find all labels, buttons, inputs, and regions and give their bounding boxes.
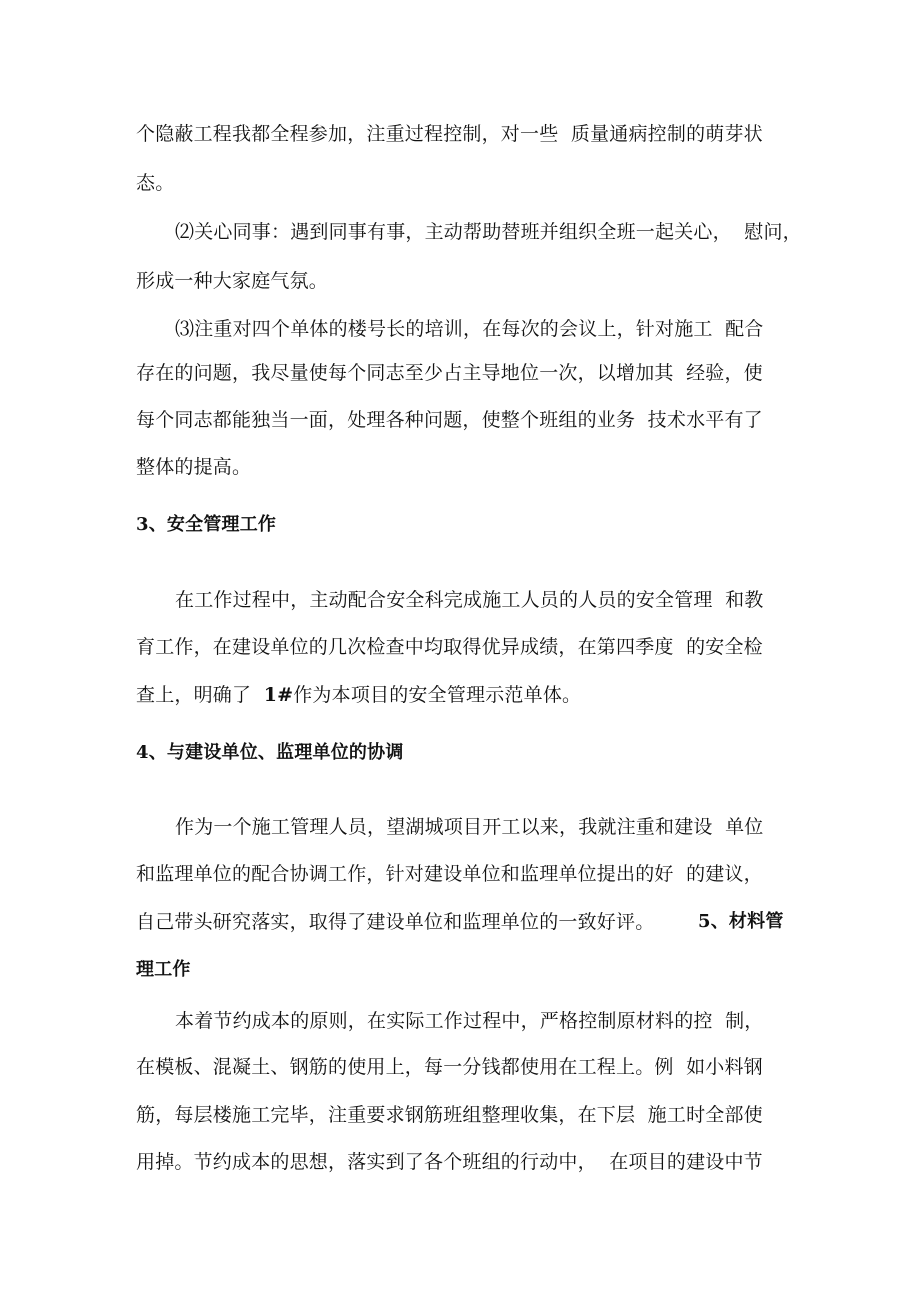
paragraph-line: 和监理单位的配合协调工作，针对建设单位和监理单位提出的好 的建议，: [136, 863, 763, 885]
paragraph-line: 整体的提高。: [136, 456, 252, 478]
paragraph-line: 形成一种大家庭气氛。: [136, 270, 329, 292]
paragraph-line: 作为一个施工管理人员，望湖城项目开工以来，我就注重和建设 单位: [175, 816, 764, 838]
paragraph-line: 在工作过程中，主动配合安全科完成施工人员的人员的安全管理 和教: [175, 589, 764, 611]
paragraph-line: 用掉。节约成本的思想，落实到了各个班组的行动中， 在项目的建设中节: [136, 1151, 763, 1173]
text-span: 作为本项目的安全管理示范单体。: [293, 684, 582, 706]
unit-number: 1#: [263, 684, 294, 706]
paragraph-line: 筋，每层楼施工完毕，注重要求钢筋班组整理收集，在下层 施工时全部使: [136, 1104, 763, 1126]
section-heading: 理工作: [136, 959, 191, 980]
paragraph-line: 本着节约成本的原则，在实际工作过程中，严格控制原材料的控 制，: [175, 1010, 764, 1032]
paragraph-line: 每个同志都能独当一面，处理各种问题，使整个班组的业务 技术水平有了: [136, 409, 763, 431]
paragraph-line: 在模板、混凝土、钢筋的使用上，每一分钱都使用在工程上。例 如小料钢: [136, 1056, 763, 1078]
paragraph-line: 存在的问题，我尽量使每个同志至少占主导地位一次，以增加其 经验，使: [136, 362, 763, 384]
paragraph-line: 自己带头研究落实，取得了建设单位和监理单位的一致好评。: [136, 911, 655, 933]
paragraph-line: 育工作，在建设单位的几次检查中均取得优异成绩，在第四季度 的安全检: [136, 636, 763, 658]
paragraph-line: ⑶注重对四个单体的楼号长的培训，在每次的会议上，针对施工 配合: [175, 318, 764, 340]
paragraph-line: ⑵关心同事：遇到同事有事，主动帮助替班并组织全班一起关心， 慰问，: [175, 221, 802, 243]
text-span: 查上，明确了: [136, 684, 264, 706]
paragraph-line: [136, 683, 920, 707]
section-heading: 5、材料管: [698, 911, 784, 932]
paragraph-line: 个隐蔽工程我都全程参加，注重过程控制，对一些 质量通病控制的萌芽状: [136, 123, 763, 145]
section-heading: 4、与建设单位、监理单位的协调: [136, 742, 404, 763]
section-heading: 3、安全管理工作: [136, 514, 277, 535]
paragraph-line: 态。: [136, 172, 175, 194]
